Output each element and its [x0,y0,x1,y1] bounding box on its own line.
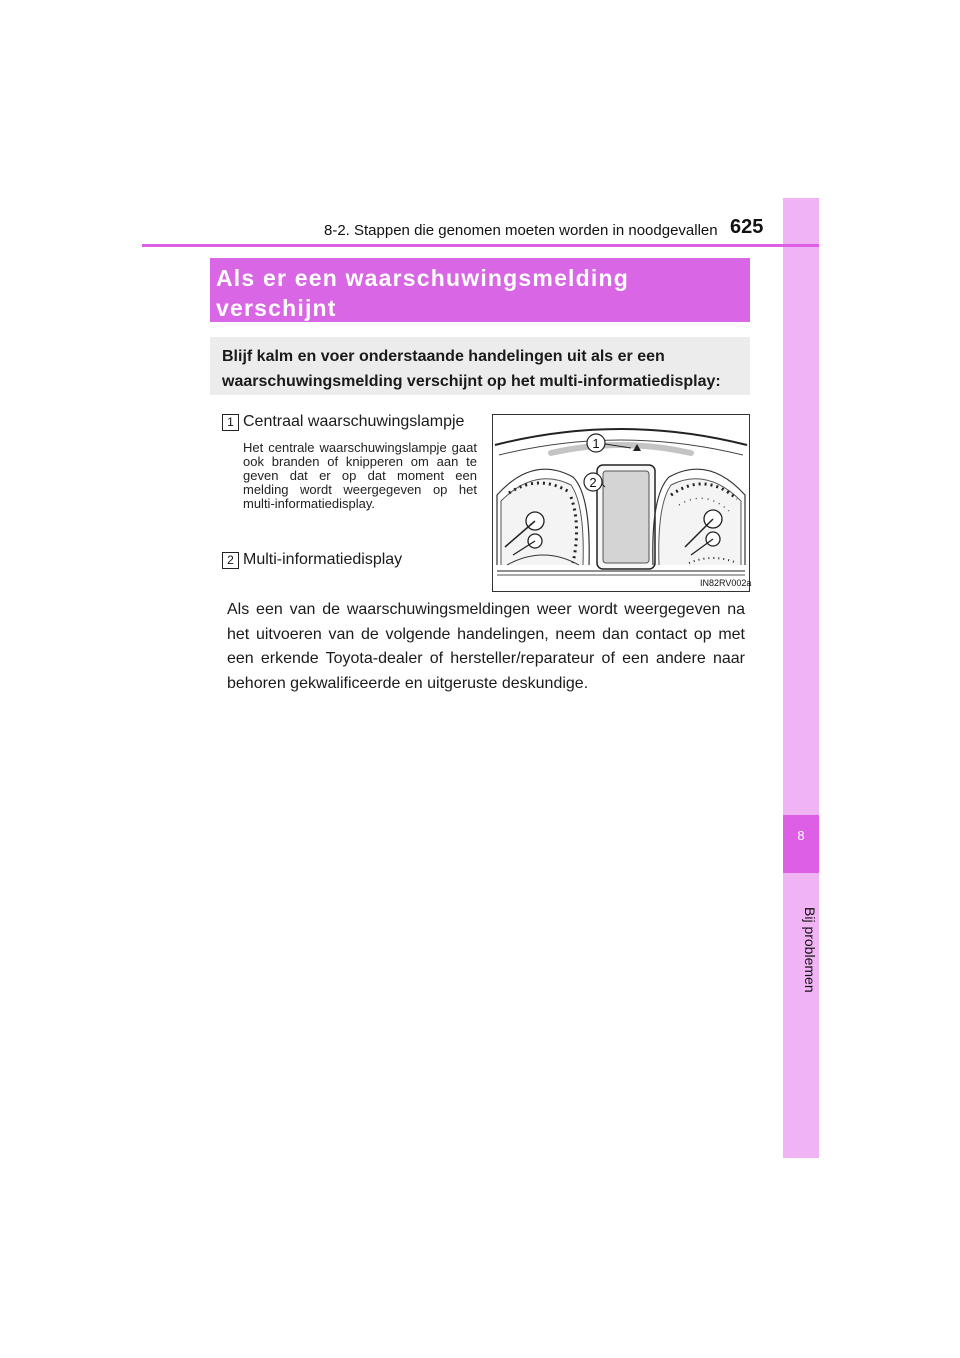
chapter-title: Bij problemen [802,907,818,993]
running-header: 8-2. Stappen die genomen moeten worden in noodgevallen [324,222,718,239]
section-title: Als er een waarschuwingsmelding verschijnt [216,265,629,321]
callout-1-label: 1 [592,436,600,451]
intro-text: Blijf kalm en voer onderstaande handelingen uit als er een waarschuwingsmelding verschijnt op het multi-informatiedisplay: [222,348,721,390]
header-rule [142,244,819,247]
instrument-cluster-illustration [493,415,752,591]
item-description-1: Het centrale waarschuwingslampje gaat ook branden of knipperen om aan te geven dat er op dat moment een melding wordt weergegeven op het multi-informatiedisplay. [243,440,477,511]
body-paragraph: Als een van de waarschuwingsmeldingen weer wordt weergegeven na het uitvoeren van de volgende handelingen, neem dan contact op met een erkende Toyota-dealer of hersteller/reparateur of een andere naar behoren gekwalificeerde en uitgeruste deskundige. [227,601,745,692]
page-number: 625 [730,216,764,238]
chapter-number: 8 [797,828,805,843]
item-label-2: Multi-informatiedisplay [243,551,403,568]
section-title-banner [210,258,750,322]
item-number-2: 2 [222,552,239,569]
instrument-cluster-figure [492,414,750,592]
callout-2-label: 2 [589,475,597,490]
item-number-1: 1 [222,414,239,431]
item-label-1: Centraal waarschuwingslampje [243,413,465,430]
figure-code: IN82RV002a [700,578,752,588]
side-tab [783,198,819,1158]
intro-box [210,337,750,395]
side-tab-active-chapter[interactable] [783,815,819,873]
